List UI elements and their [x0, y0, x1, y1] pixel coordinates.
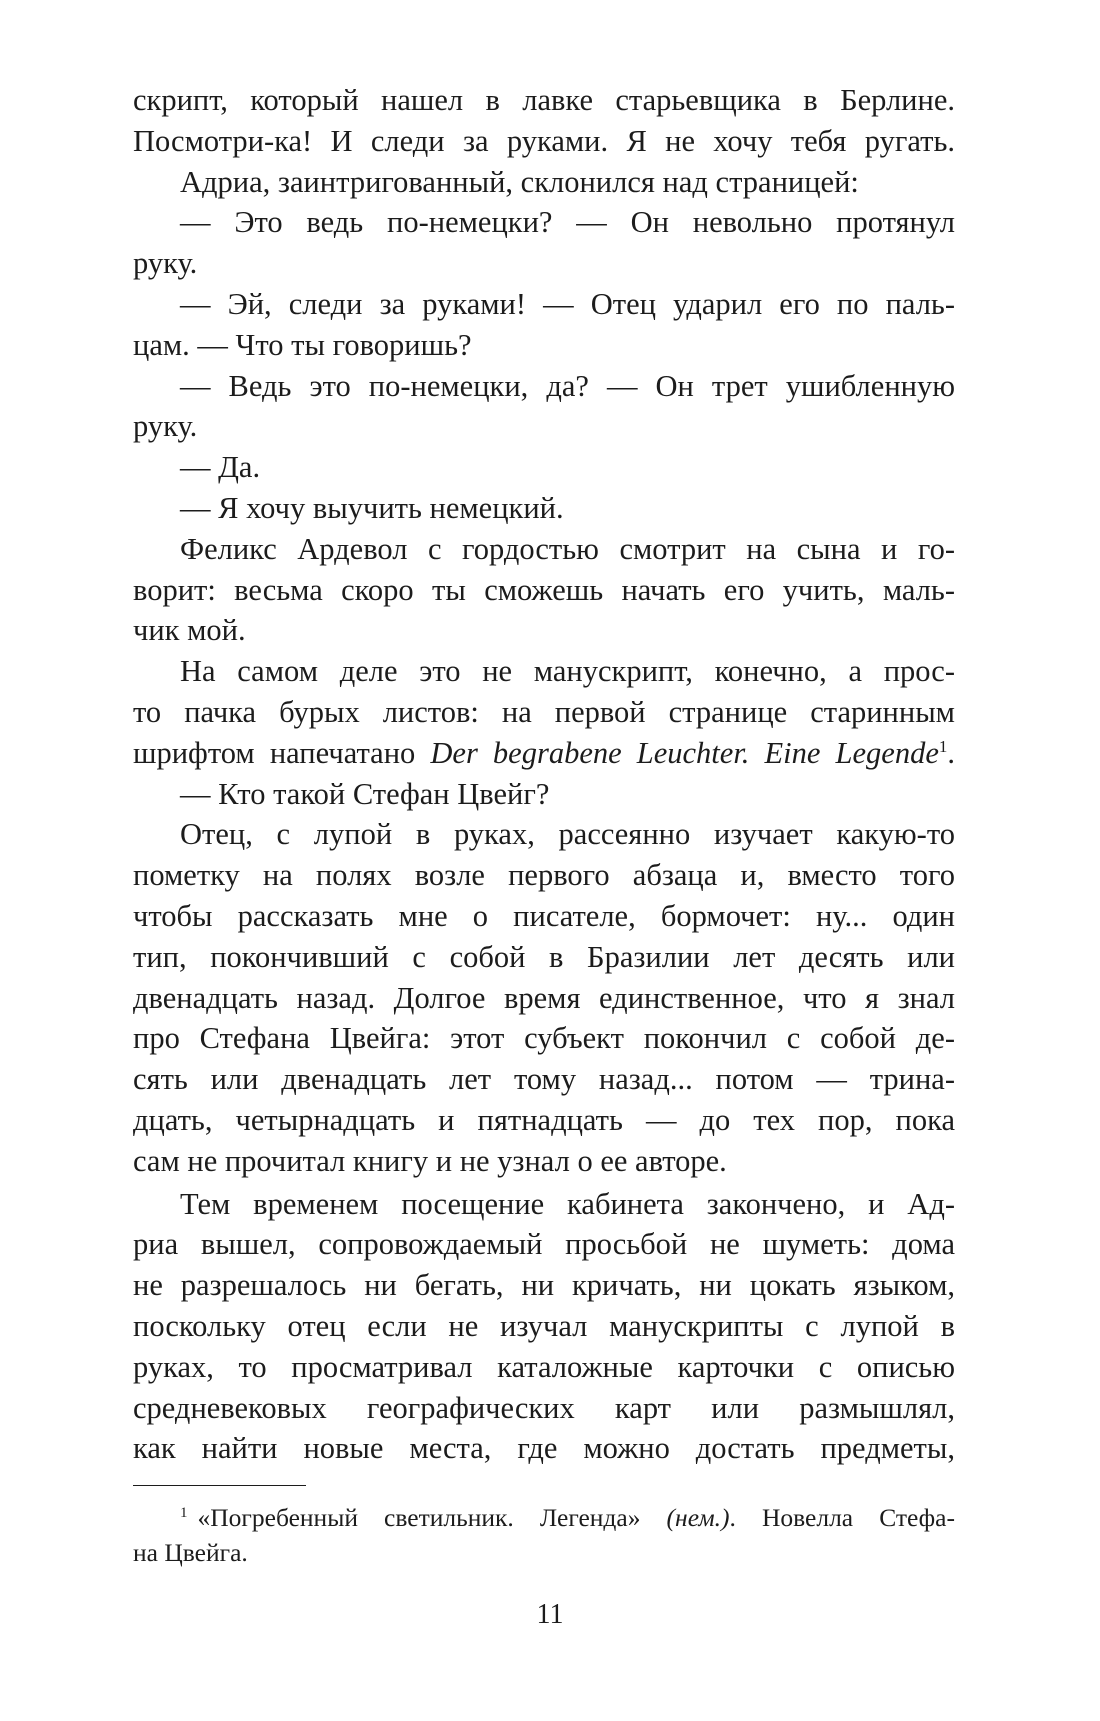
footnote-number: 1 — [180, 1504, 188, 1521]
text-line: скрипт, который нашел в лавке старьевщика в Берлине. — [133, 83, 955, 117]
line-text: . — [947, 735, 955, 770]
text-line: — Эй, следи за руками! — Отец ударил его по паль- — [180, 286, 955, 321]
text-line: двенадцать назад. Долгое время единственное, что я знал — [133, 980, 955, 1015]
text-line: — Я хочу выучить немецкий. — [180, 490, 564, 525]
text-line: сам не прочитал книгу и не узнал о ее авторе. — [133, 1143, 727, 1178]
text-line: не разрешалось ни бегать, ни кричать, ни цокать языком, — [133, 1268, 955, 1303]
text-line: ворит: весьма скоро ты сможешь начать его учить, маль- — [133, 572, 955, 607]
text-line: чтобы рассказать мне о писателе, бормочет: ну... один — [133, 898, 955, 933]
text-line: Тем временем посещение кабинета закончено, и Ад- — [180, 1186, 955, 1221]
text-line: сять или двенадцать лет тому назад... потом — трина- — [133, 1062, 955, 1097]
footnote-language-note: (нем.) — [666, 1503, 730, 1532]
footnote-divider — [133, 1485, 306, 1486]
footnote-text: «Погребенный светильник. Легенда» — [197, 1503, 667, 1532]
text-line: цам. — Что ты говоришь? — [133, 327, 472, 362]
text-line: пометку на полях возле первого абзаца и, вместо того — [133, 858, 955, 893]
text-line: Посмотри-ка! И следи за руками. Я не хочу тебя ругать. — [133, 123, 955, 158]
text-line: — Да. — [180, 450, 261, 485]
text-line: дцать, четырнадцать и пятнадцать — до тех пор, пока — [133, 1102, 955, 1137]
text-line: то пачка бурых листов: на первой странице старинным — [133, 694, 955, 729]
text-line: — Это ведь по-немецки? — Он невольно протянул — [180, 205, 955, 240]
line-text: шрифтом напечатано — [133, 735, 431, 770]
text-line: средневековых географических карт или размышлял, — [133, 1390, 955, 1425]
footnote-reference[interactable]: 1 — [938, 736, 948, 756]
text-line: поскольку отец если не изучал манускрипты с лупой в — [133, 1308, 955, 1343]
text-line: тип, покончивший с собой в Бразилии лет десять или — [133, 939, 955, 974]
text-line: руках, то просматривал каталожные карточки с описью — [133, 1349, 955, 1384]
text-line: Феликс Ардевол с гордостью смотрит на сына и го- — [180, 531, 955, 566]
text-line: про Стефана Цвейга: этот субъект покончил с собой де- — [133, 1021, 955, 1056]
text-line: как найти новые места, где можно достать предметы, — [133, 1431, 955, 1466]
text-line: чик мой. — [133, 613, 246, 648]
text-line: Отец, с лупой в руках, рассеянно изучает какую-то — [180, 817, 955, 852]
text-line: На самом деле это не манускрипт, конечно, а прос- — [180, 654, 955, 689]
page-number: 11 — [536, 1599, 564, 1630]
text-line: Адриа, заинтригованный, склонился над страницей: — [180, 164, 859, 199]
main-text — [133, 80, 955, 1469]
text-line: — Ведь это по-немецки, да? — Он трет ушибленную — [180, 368, 955, 403]
footnote-line: на Цвейга. — [133, 1538, 248, 1567]
footnote-text: . Новелла Стефа- — [729, 1503, 955, 1532]
text-line — [133, 733, 955, 774]
text-line: — Кто такой Стефан Цвейг? — [180, 776, 550, 811]
text-line: риа вышел, сопровождаемый просьбой не шуметь: дома — [133, 1227, 955, 1262]
book-title-german: Der begrabene Leuchter. Eine Legende — [430, 735, 939, 770]
footnote-line — [133, 1500, 955, 1535]
text-line: руку. — [133, 409, 198, 444]
text-line: руку. — [133, 246, 198, 281]
footnote — [133, 1500, 955, 1570]
